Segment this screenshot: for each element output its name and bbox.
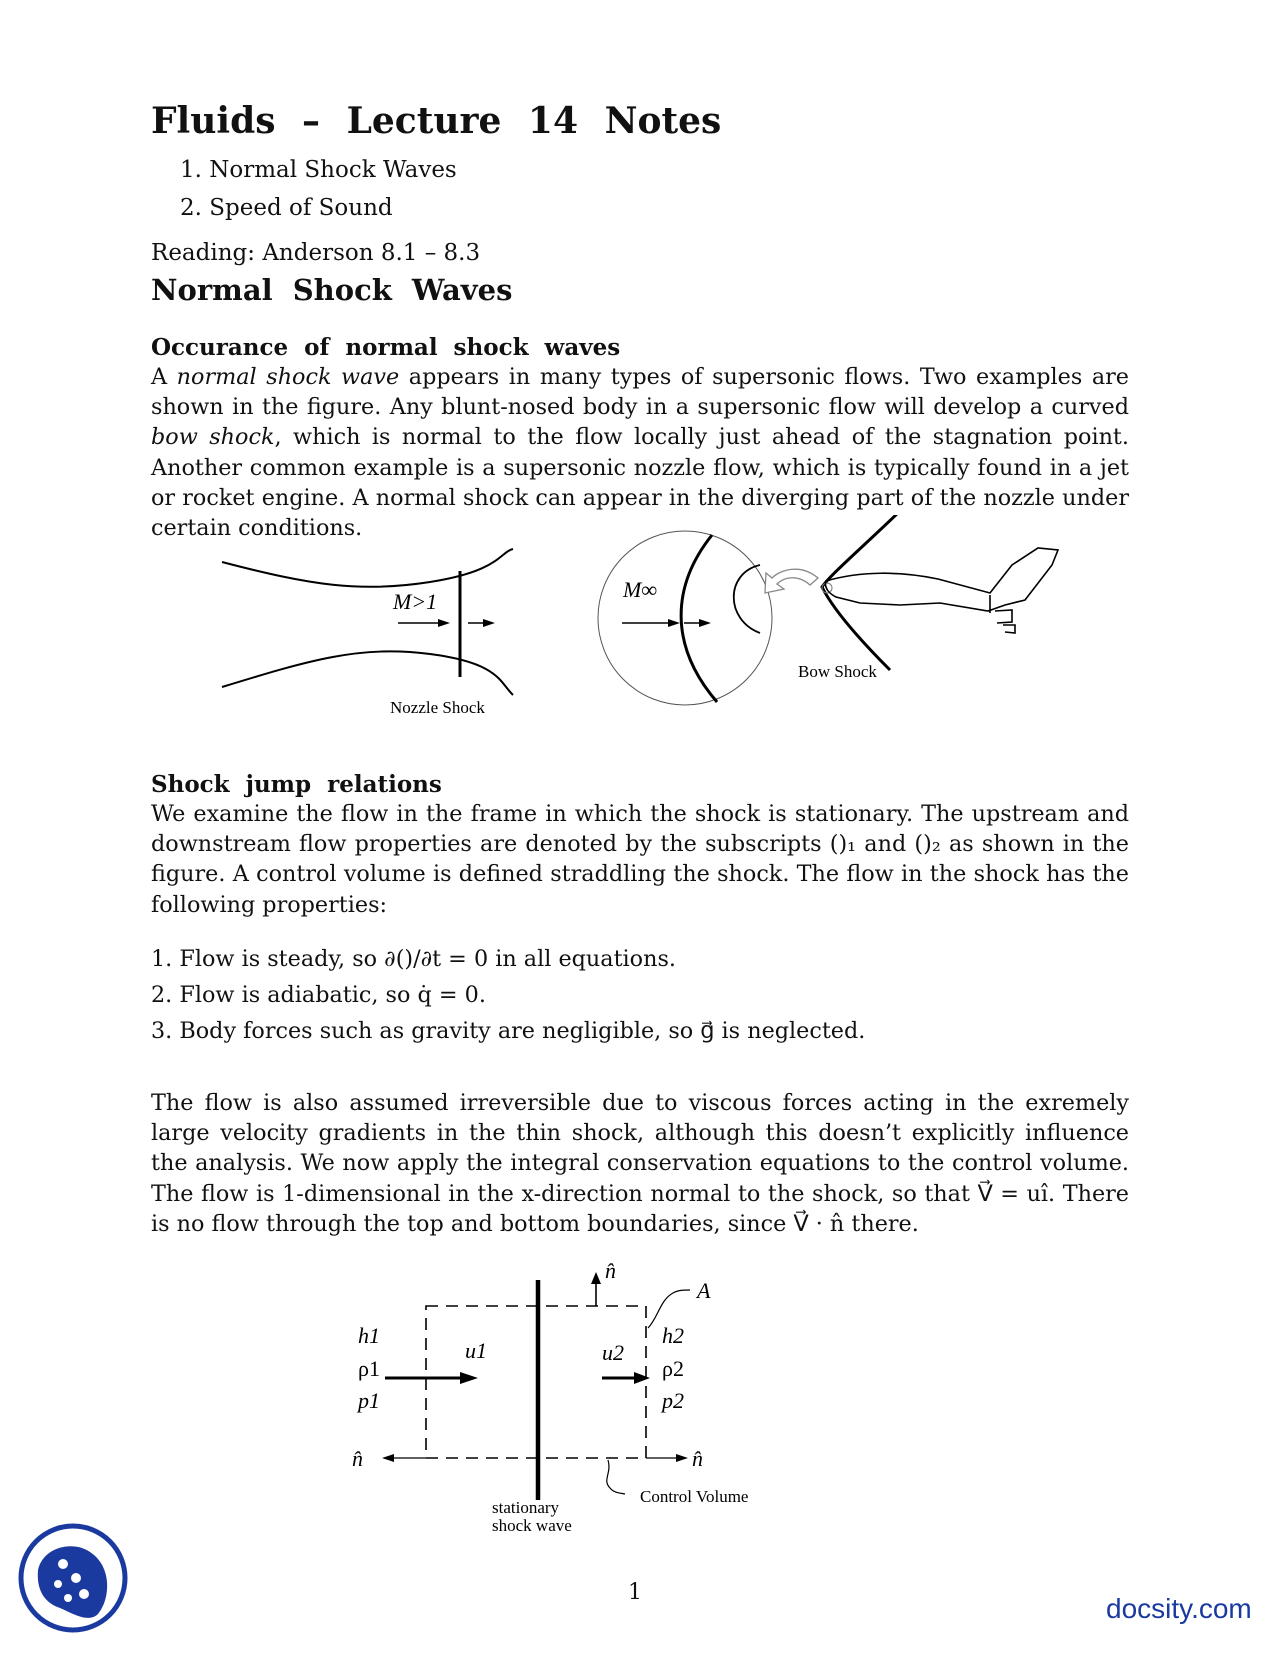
flow-arrow-icon xyxy=(483,619,495,627)
nozzle-upper-wall xyxy=(222,549,513,587)
nozzle-lower-wall xyxy=(222,651,513,695)
control-volume-caption: Control Volume xyxy=(640,1487,749,1506)
normal-arrow-icon xyxy=(382,1454,394,1462)
rho1-label: ρ1 xyxy=(358,1356,380,1381)
left-normal-label: n̂ xyxy=(352,1446,363,1471)
docsity-watermark-link[interactable]: docsity.com xyxy=(1106,1593,1252,1624)
toc-item xyxy=(180,195,393,221)
figure-shock-examples xyxy=(200,515,1080,730)
list-item: 1. Flow is steady, so ∂()/∂t = 0 in all equations. xyxy=(151,946,676,972)
toc-label: Speed of Sound xyxy=(209,195,393,221)
h1-label: h1 xyxy=(358,1323,380,1348)
toc-item xyxy=(180,157,457,183)
section-heading: Normal Shock Waves xyxy=(151,273,513,307)
u2-label: u2 xyxy=(602,1340,624,1365)
toc-number: 1. xyxy=(180,157,202,183)
top-normal-label: n̂ xyxy=(605,1258,616,1283)
body-outline xyxy=(734,565,760,633)
space-shuttle-icon xyxy=(825,548,1058,633)
term-normal-shock-wave: normal shock wave xyxy=(176,364,400,390)
mach-label: M>1 xyxy=(393,589,438,614)
velocity-arrow-icon xyxy=(634,1372,650,1384)
right-normal-label: n̂ xyxy=(692,1446,703,1471)
subsection-heading: Shock jump relations xyxy=(151,771,442,798)
bow-shock-caption: Bow Shock xyxy=(798,662,877,681)
list-item: 2. Flow is adiabatic, so q̇ = 0. xyxy=(151,982,486,1008)
shuttle-bow-shock xyxy=(822,515,901,670)
subsection-heading: Occurance of normal shock waves xyxy=(151,334,621,361)
flow-arrow-icon xyxy=(438,619,450,627)
list-item: 3. Body forces such as gravity are negligible, so g⃗ is neglected. xyxy=(151,1018,866,1044)
bow-shock-curve xyxy=(681,535,717,702)
normal-arrow-icon xyxy=(676,1454,688,1462)
p2-label: p2 xyxy=(662,1388,684,1413)
paragraph-assumptions: The flow is also assumed irreversible due to viscous forces acting in the exremely large velocity gradients in the thin shock, although this doesn’t explicitly influence the analysis. We now apply the integral conservation equations to the control volume. The flow is 1-dimensional in the x-direction normal to the shock, so that V⃗ = uî. There is no flow through the top and bottom boundaries, since V⃗ · n̂ there. xyxy=(151,1090,1129,1237)
nozzle-shock-caption: Nozzle Shock xyxy=(390,698,485,717)
rho2-label: ρ2 xyxy=(662,1356,684,1381)
freestream-mach-label: M∞ xyxy=(623,577,658,602)
shock-caption-line2: shock wave xyxy=(492,1516,572,1535)
p1-label: p1 xyxy=(358,1388,380,1413)
page-title: Fluids – Lecture 14 Notes xyxy=(151,100,722,142)
docsity-logo-icon[interactable] xyxy=(18,1522,128,1634)
toc-number: 2. xyxy=(180,195,202,221)
velocity-arrow-icon xyxy=(460,1372,478,1384)
u1-label: u1 xyxy=(465,1338,487,1363)
zoom-pointer-icon xyxy=(765,569,818,593)
paragraph-occurance: A normal shock wave appears in many types of supersonic flows. Two examples are shown in the figure. Any blunt-nosed body in a supersonic flow will develop a curved bow shock, which is normal to the flow locally just ahead of the stagnation point. Another common example is a supersonic nozzle flow, which is typically found in a jet or rocket engine. A normal shock can appear in the diverging part of the nozzle under certain conditions. xyxy=(151,364,1129,542)
paragraph-jump-relations: We examine the flow in the frame in which the shock is stationary. The upstream and downstream flow properties are denoted by the subscripts ()₁ and ()₂ as shown in the figure. A control volume is defined straddling the shock. The flow in the shock has the following properties: xyxy=(151,801,1129,918)
normal-arrow-icon xyxy=(591,1272,601,1284)
figure-control-volume xyxy=(340,1248,800,1548)
flow-arrow-icon xyxy=(668,619,680,627)
area-label: A xyxy=(697,1278,711,1303)
reading-reference: Reading: Anderson 8.1 – 8.3 xyxy=(151,240,481,266)
page-number: 1 xyxy=(628,1580,642,1605)
term-bow-shock: bow shock xyxy=(151,424,275,451)
h2-label: h2 xyxy=(662,1323,684,1348)
flow-arrow-icon xyxy=(699,619,711,627)
zoom-circle xyxy=(598,531,772,705)
toc-label: Normal Shock Waves xyxy=(209,157,457,183)
shock-caption-line1: stationary xyxy=(492,1498,560,1517)
